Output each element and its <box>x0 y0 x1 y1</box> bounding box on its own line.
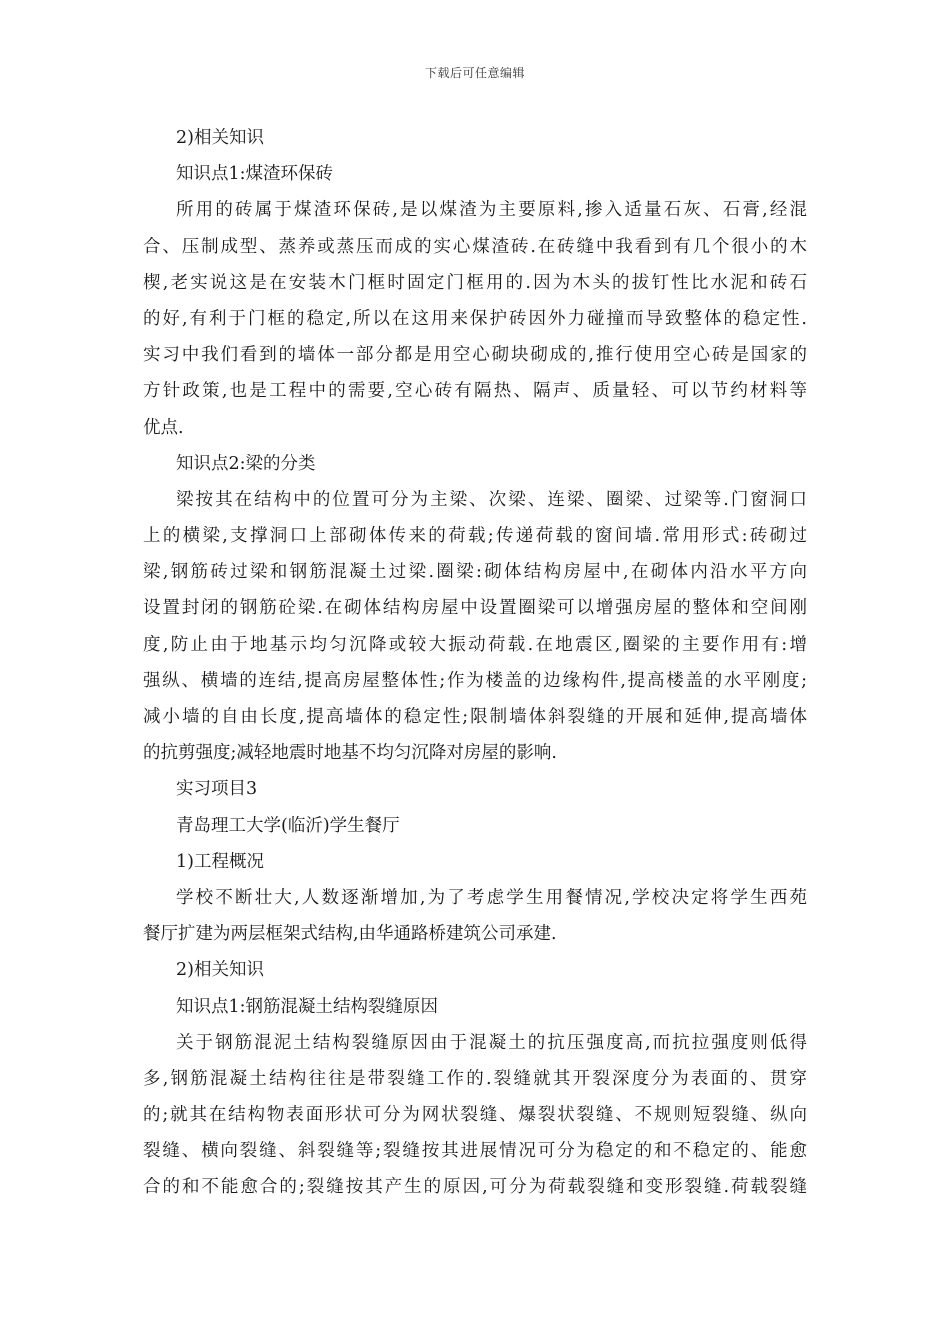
text-line: 多,钢筋混凝土结构往往是带裂缝工作的.裂缝就其开裂深度分为表面的、贯穿 <box>143 1068 807 1089</box>
text-line: 实习项目3 <box>176 779 258 800</box>
text-line: 合、压制成型、蒸养或蒸压而成的实心煤渣砖.在砖缝中我看到有几个很小的木 <box>143 236 807 257</box>
text-line: 2)相关知识 <box>176 960 264 981</box>
text-line: 的抗剪强度;减轻地震时地基不均匀沉降对房屋的影响. <box>143 743 557 764</box>
text-line: 的好,有利于门框的稳定,所以在这用来保护砖因外力碰撞而导致整体的稳定性. <box>143 308 807 329</box>
page-header-note: 下载后可任意编辑 <box>424 66 525 80</box>
text-line: 梁按其在结构中的位置可分为主梁、次梁、连梁、圈梁、过梁等.门窗洞口 <box>176 489 807 510</box>
text-line: 关于钢筋混泥土结构裂缝原因由于混凝土的抗压强度高,而抗拉强度则低得 <box>176 1032 807 1053</box>
text-line: 上的横梁,支撑洞口上部砌体传来的荷载;传递荷载的窗间墙.常用形式:砖砌过 <box>143 526 807 547</box>
text-line: 合的和不能愈合的;裂缝按其产生的原因,可分为荷载裂缝和变形裂缝.荷载裂缝 <box>143 1177 807 1198</box>
text-line: 知识点2:梁的分类 <box>176 453 316 474</box>
text-line: 2)相关知识 <box>176 128 264 148</box>
text-line: 实习中我们看到的墙体一部分都是用空心砌块砌成的,推行使用空心砖是国家的 <box>143 345 807 366</box>
text-line: 所用的砖属于煤渣环保砖,是以煤渣为主要原料,掺入适量石灰、石膏,经混 <box>176 200 807 221</box>
text-line: 的;就其在结构物表面形状可分为网状裂缝、爆裂状裂缝、不规则短裂缝、纵向 <box>143 1105 807 1126</box>
text-line: 餐厅扩建为两层框架式结构,由华通路桥建筑公司承建. <box>143 924 557 945</box>
text-line: 楔,老实说这是在安装木门框时固定门框用的.因为木头的拔钉性比水泥和砖石 <box>143 272 807 293</box>
text-line: 度,防止由于地基示均匀沉降或较大振动荷载.在地震区,圈梁的主要作用有:增 <box>143 634 807 655</box>
text-line: 优点. <box>143 417 184 438</box>
text-line: 强纵、横墙的连结,提高房屋整体性;作为楼盖的边缘构件,提高楼盖的水平刚度; <box>143 670 807 691</box>
text-line: 1)工程概况 <box>176 851 264 872</box>
text-line: 青岛理工大学(临沂)学生餐厅 <box>176 815 400 836</box>
text-line: 知识点1:煤渣环保砖 <box>176 164 334 185</box>
text-line: 知识点1:钢筋混凝土结构裂缝原因 <box>176 996 439 1017</box>
text-line: 设置封闭的钢筋砼梁.在砌体结构房屋中设置圈梁可以增强房屋的整体和空间刚 <box>143 598 807 619</box>
text-line: 方针政策,也是工程中的需要,空心砖有隔热、隔声、质量轻、可以节约材料等 <box>143 381 807 402</box>
text-line: 减小墙的自由长度,提高墙体的稳定性;限制墙体斜裂缝的开展和延伸,提高墙体 <box>143 707 807 727</box>
text-line: 梁,钢筋砖过梁和钢筋混凝土过梁.圈梁:砌体结构房屋中,在砌体内沿水平方向 <box>143 562 807 583</box>
document-body <box>143 120 807 1206</box>
text-line: 裂缝、横向裂缝、斜裂缝等;裂缝按其进展情况可分为稳定的和不稳定的、能愈 <box>143 1141 807 1162</box>
text-line: 学校不断壮大,人数逐渐增加,为了考虑学生用餐情况,学校决定将学生西苑 <box>176 887 807 908</box>
